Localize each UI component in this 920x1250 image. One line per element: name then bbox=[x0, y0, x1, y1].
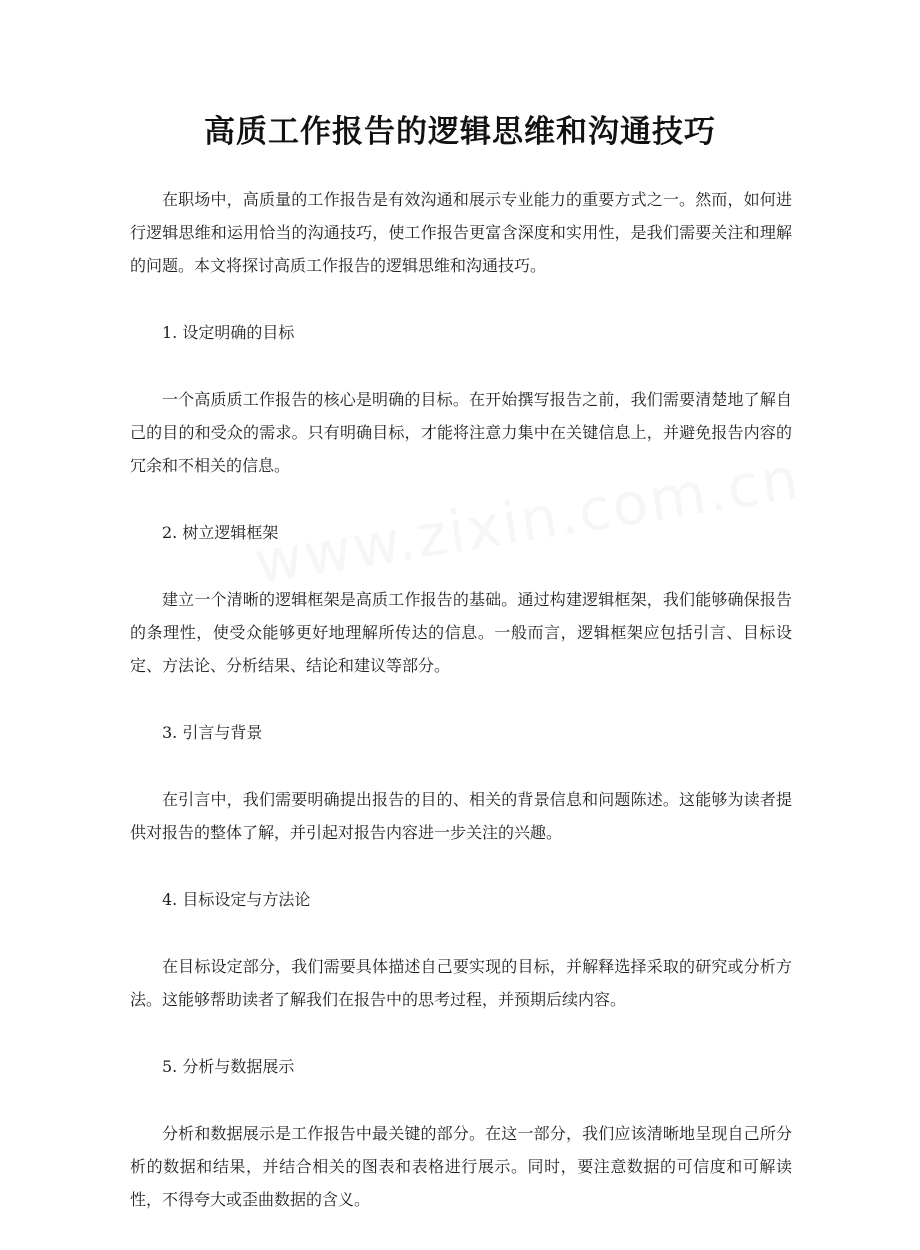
section-heading-4: 4. 目标设定与方法论 bbox=[162, 890, 311, 909]
section-body-3: 在引言中，我们需要明确提出报告的目的、相关的背景信息和问题陈述。这能够为读者提供对报告的整体了解，并引起对报告内容进一步关注的兴趣。 bbox=[130, 790, 792, 842]
intro-paragraph: 在职场中，高质量的工作报告是有效沟通和展示专业能力的重要方式之一。然而，如何进行逻辑思维和运用恰当的沟通技巧，使工作报告更富含深度和实用性，是我们需要关注和理解的问题。本文将探讨高质工作报告的逻辑思维和沟通技巧。 bbox=[130, 190, 792, 275]
section-heading-3: 3. 引言与背景 bbox=[162, 723, 263, 742]
section-body-1: 一个高质质工作报告的核心是明确的目标。在开始撰写报告之前，我们需要清楚地了解自己的目的和受众的需求。只有明确目标，才能将注意力集中在关键信息上，并避免报告内容的冗余和不相关的信息。 bbox=[130, 390, 792, 475]
section-body-5: 分析和数据展示是工作报告中最关键的部分。在这一部分，我们应该清晰地呈现自己所分析的数据和结果，并结合相关的图表和表格进行展示。同时，要注意数据的可信度和可解读性，不得夸大或歪曲数据的含义。 bbox=[130, 1124, 792, 1209]
section-body-2: 建立一个清晰的逻辑框架是高质工作报告的基础。通过构建逻辑框架，我们能够确保报告的条理性，使受众能够更好地理解所传达的信息。一般而言，逻辑框架应包括引言、目标设定、方法论、分析结果、结论和建议等部分。 bbox=[130, 590, 792, 675]
section-heading-2: 2. 树立逻辑框架 bbox=[162, 523, 279, 542]
section-heading-1: 1. 设定明确的目标 bbox=[162, 323, 295, 342]
section-body-4: 在目标设定部分，我们需要具体描述自己要实现的目标，并解释选择采取的研究或分析方法。这能够帮助读者了解我们在报告中的思考过程，并预期后续内容。 bbox=[130, 957, 792, 1009]
document-body bbox=[130, 183, 792, 1250]
section-heading-5: 5. 分析与数据展示 bbox=[162, 1057, 295, 1076]
document-title: 高质工作报告的逻辑思维和沟通技巧 bbox=[204, 114, 716, 150]
